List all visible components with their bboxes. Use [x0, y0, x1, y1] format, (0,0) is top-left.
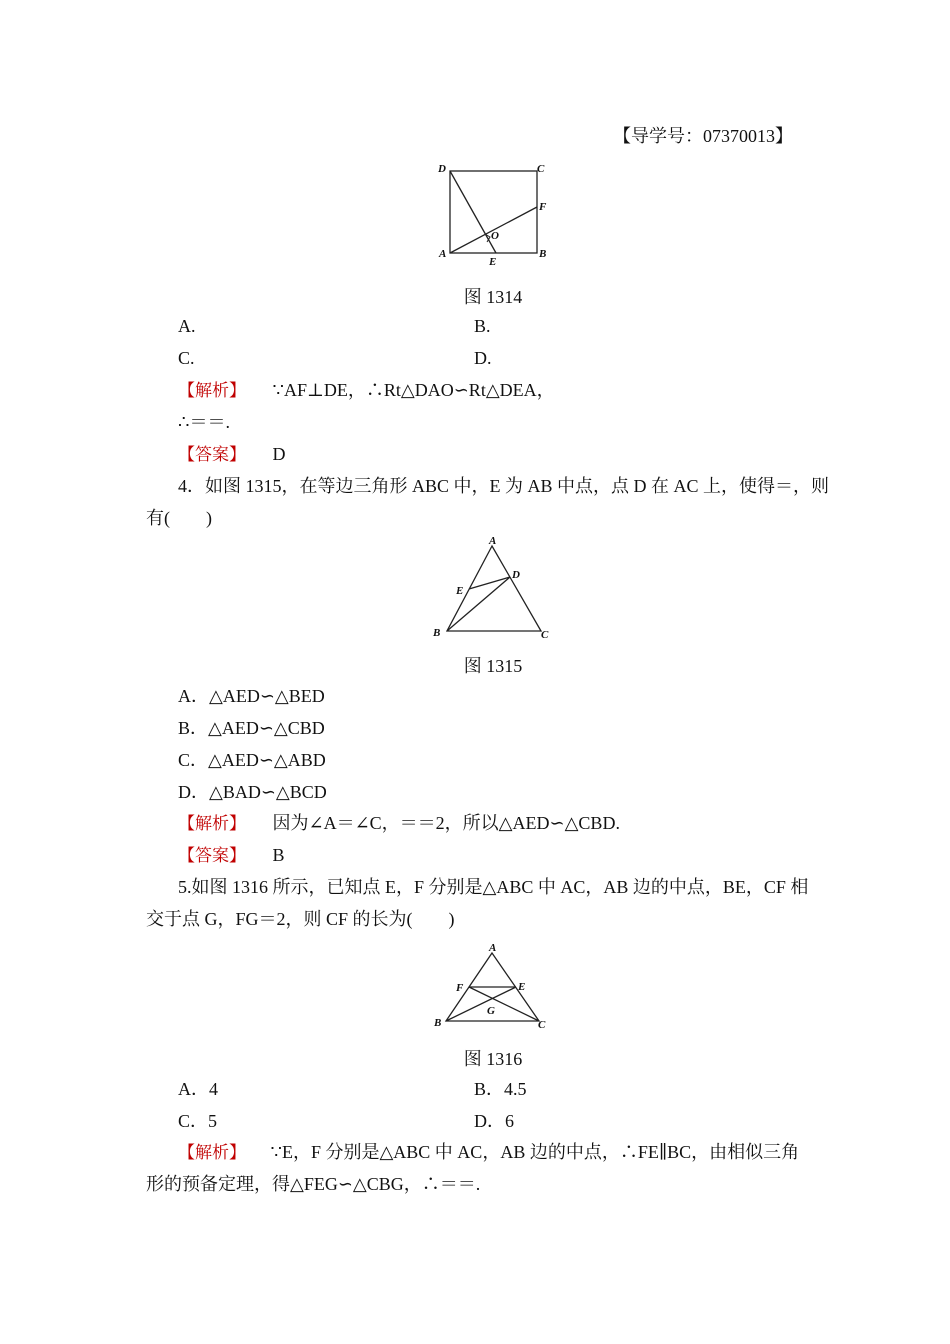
option-d: D．△BAD∽△BCD: [178, 782, 327, 802]
figure-caption: 图 1314: [463, 287, 523, 307]
option-b: B.: [474, 316, 491, 336]
figure-1316: [428, 940, 558, 1035]
analysis-row: [178, 1140, 799, 1165]
analysis-tag: 【解析】: [178, 1143, 246, 1163]
analysis-text: ∵E，F 分别是△ABC 中 AC，AB 边的中点，∴FE∥BC，由相似三角: [270, 1142, 800, 1162]
label-B: B: [539, 248, 547, 260]
figure-1314: [430, 156, 560, 271]
option-a: A．△AED∽△BED: [178, 686, 325, 706]
label-D: D: [438, 163, 446, 175]
analysis-row: [178, 811, 620, 836]
figure-caption: 图 1316: [463, 1049, 523, 1069]
label-B: B: [433, 627, 441, 639]
option-b: B．4.5: [474, 1079, 527, 1099]
option-a: A．4: [178, 1079, 218, 1099]
analysis-text: 形的预备定理，得△FEG∽△CBG，∴＝＝.: [146, 1174, 481, 1194]
option-a: A.: [178, 316, 196, 336]
question-4-stem-cont: 有( ): [146, 508, 212, 528]
answer-value: B: [272, 845, 285, 865]
label-O: O: [491, 230, 499, 242]
label-A: A: [439, 248, 447, 260]
analysis-text: 因为∠A＝∠C，＝＝2，所以△AED∽△CBD.: [272, 813, 620, 833]
label-C: C: [537, 163, 545, 175]
figure-1315: [428, 534, 558, 644]
label-E: E: [456, 585, 464, 597]
label-A: A: [489, 535, 497, 547]
label-E: E: [518, 981, 526, 993]
figure-caption: 图 1315: [463, 656, 523, 676]
question-5-stem-cont: 交于点 G，FG＝2，则 CF 的长为( ): [146, 909, 455, 929]
answer-tag: 【答案】: [178, 846, 246, 866]
analysis-row: [178, 378, 555, 403]
question-5-stem: 5.如图 1316 所示，已知点 E，F 分别是△ABC 中 AC，AB 边的中点，BE，CF 相: [178, 877, 809, 897]
question-4-stem: 4．如图 1315，在等边三角形 ABC 中，E 为 AB 中点，点 D 在 AC 上，使得＝，则: [178, 476, 830, 496]
label-A: A: [489, 942, 497, 954]
option-b: B．△AED∽△CBD: [178, 718, 325, 738]
option-c: C．△AED∽△ABD: [178, 750, 326, 770]
label-G: G: [487, 1005, 495, 1017]
answer-value: D: [272, 444, 286, 464]
analysis-text: ∵AF⊥DE，∴Rt△DAO∽Rt△DEA，: [272, 380, 555, 400]
label-D: D: [512, 569, 520, 581]
option-c: C.: [178, 348, 195, 368]
analysis-tag: 【解析】: [178, 814, 246, 834]
label-B: B: [434, 1017, 442, 1029]
option-c: C．5: [178, 1111, 218, 1131]
label-F: F: [539, 201, 547, 213]
analysis-tag: 【解析】: [178, 381, 246, 401]
label-C: C: [538, 1019, 546, 1031]
analysis-text: ∴＝＝.: [178, 412, 230, 432]
guide-number: 【导学号：07370013】: [613, 126, 793, 146]
label-F: F: [456, 982, 464, 994]
option-d: D．6: [474, 1111, 514, 1131]
answer-row: [178, 843, 285, 868]
label-E: E: [489, 256, 497, 268]
answer-tag: 【答案】: [178, 445, 246, 465]
answer-row: [178, 442, 286, 467]
option-d: D.: [474, 348, 492, 368]
label-C: C: [541, 629, 549, 641]
